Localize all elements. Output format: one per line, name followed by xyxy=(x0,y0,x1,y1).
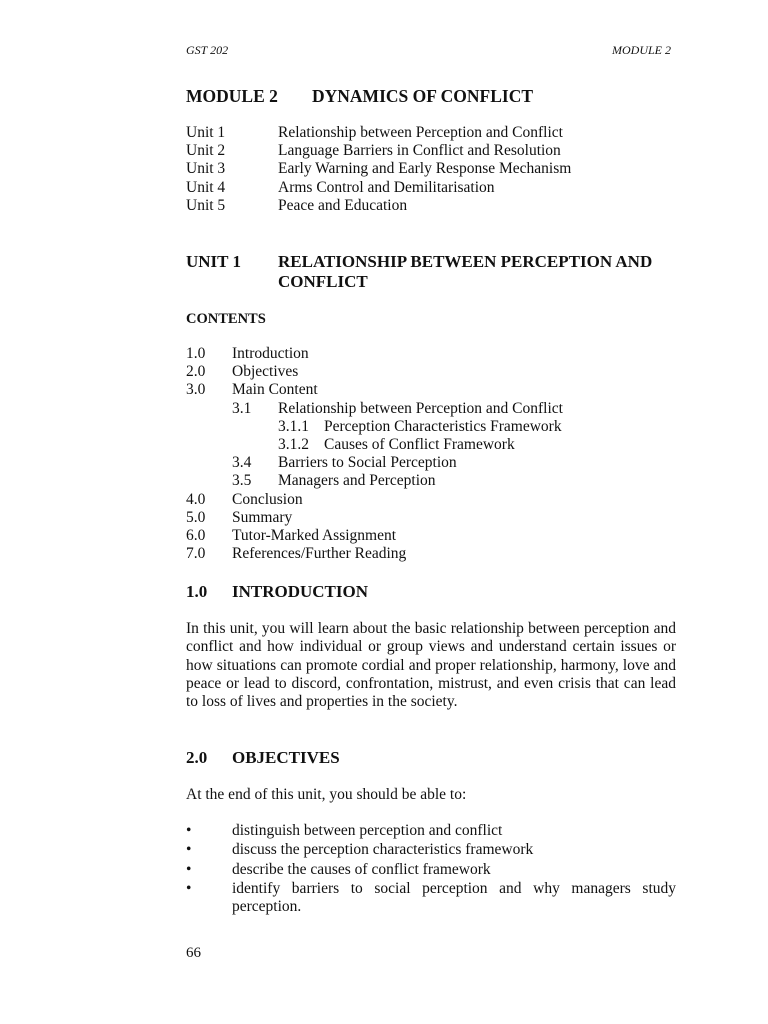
toc-item-number: 3.1.1 xyxy=(278,417,309,435)
bullet-icon: • xyxy=(186,860,192,878)
list-item xyxy=(186,841,676,859)
toc-item-number: 3.1.2 xyxy=(278,435,309,453)
list-item xyxy=(186,822,676,840)
unit-title: Language Barriers in Conflict and Resolution xyxy=(278,142,561,160)
introduction-paragraph: In this unit, you will learn about the basic relationship between perception and conflict and how individual or group views and understand certain issues or how situations can promote cordial and proper relationship, harmony, love and peace or lead to discord, confrontation, mistrust, and even crisis that can lead to loss of lives and properties in the society. xyxy=(186,620,676,711)
unit-title: Peace and Education xyxy=(278,196,408,214)
toc-item-number: 4.0 xyxy=(186,490,206,508)
objectives-list xyxy=(186,822,676,917)
toc-item-title: Summary xyxy=(232,508,293,526)
toc-item-number: 3.0 xyxy=(186,381,206,399)
toc-item-number: 7.0 xyxy=(186,545,206,563)
list-item-text: discuss the perception characteristics framework xyxy=(232,841,534,859)
section-title: OBJECTIVES xyxy=(232,748,340,767)
toc-item-title: Relationship between Perception and Conflict xyxy=(278,399,563,417)
toc-item-number: 3.4 xyxy=(232,454,252,472)
contents-heading: CONTENTS xyxy=(186,311,266,327)
running-header-module: MODULE 2 xyxy=(612,43,671,57)
toc-item-number: 3.1 xyxy=(232,399,252,417)
page-number: 66 xyxy=(186,945,201,961)
toc-item-number: 2.0 xyxy=(186,363,206,381)
toc-item-number: 6.0 xyxy=(186,526,206,544)
section-number: 2.0 xyxy=(186,748,208,767)
bullet-icon: • xyxy=(186,822,192,839)
unit-heading-number: UNIT 1 xyxy=(186,252,241,271)
list-item xyxy=(186,880,676,917)
unit-number: Unit 5 xyxy=(186,196,226,214)
module-number: MODULE 2 xyxy=(186,86,278,106)
bullet-icon: • xyxy=(186,879,192,897)
list-item-text: distinguish between perception and conflict xyxy=(232,822,503,839)
section-title: INTRODUCTION xyxy=(232,582,369,601)
toc-item-title: Perception Characteristics Framework xyxy=(324,417,562,435)
list-item xyxy=(186,861,676,879)
toc-item-title: References/Further Reading xyxy=(232,545,407,563)
unit-title: Early Warning and Early Response Mechanism xyxy=(278,160,572,178)
toc-item-title: Causes of Conflict Framework xyxy=(324,435,515,453)
toc-item-title: Conclusion xyxy=(232,490,303,508)
section-number: 1.0 xyxy=(186,582,208,601)
module-heading xyxy=(186,86,534,107)
list-item-text: describe the causes of conflict framework xyxy=(232,860,491,878)
toc-item-title: Main Content xyxy=(232,381,318,399)
unit-title: Arms Control and Demilitarisation xyxy=(278,178,495,196)
toc-item-number: 5.0 xyxy=(186,508,206,526)
unit-number: Unit 2 xyxy=(186,142,226,160)
objectives-lead: At the end of this unit, you should be able to: xyxy=(186,786,467,803)
running-header-course: GST 202 xyxy=(186,43,229,57)
toc-item-title: Introduction xyxy=(232,345,309,362)
unit-number: Unit 4 xyxy=(186,178,226,196)
toc-item-number: 3.5 xyxy=(232,472,252,490)
unit-number: Unit 1 xyxy=(186,124,226,141)
bullet-icon: • xyxy=(186,841,192,859)
toc-item-title: Objectives xyxy=(232,363,299,381)
toc-item-number: 1.0 xyxy=(186,345,206,362)
unit-heading-title: RELATIONSHIP BETWEEN PERCEPTION AND CONFLICT xyxy=(278,252,653,291)
toc-item-title: Managers and Perception xyxy=(278,472,436,490)
unit-title: Relationship between Perception and Conflict xyxy=(278,124,563,141)
unit-number: Unit 3 xyxy=(186,160,226,178)
toc-item-title: Barriers to Social Perception xyxy=(278,454,457,472)
module-title: DYNAMICS OF CONFLICT xyxy=(312,86,534,106)
list-item-text: identify barriers to social perception and why managers study perception. xyxy=(232,879,676,916)
toc-item-title: Tutor-Marked Assignment xyxy=(232,526,397,544)
